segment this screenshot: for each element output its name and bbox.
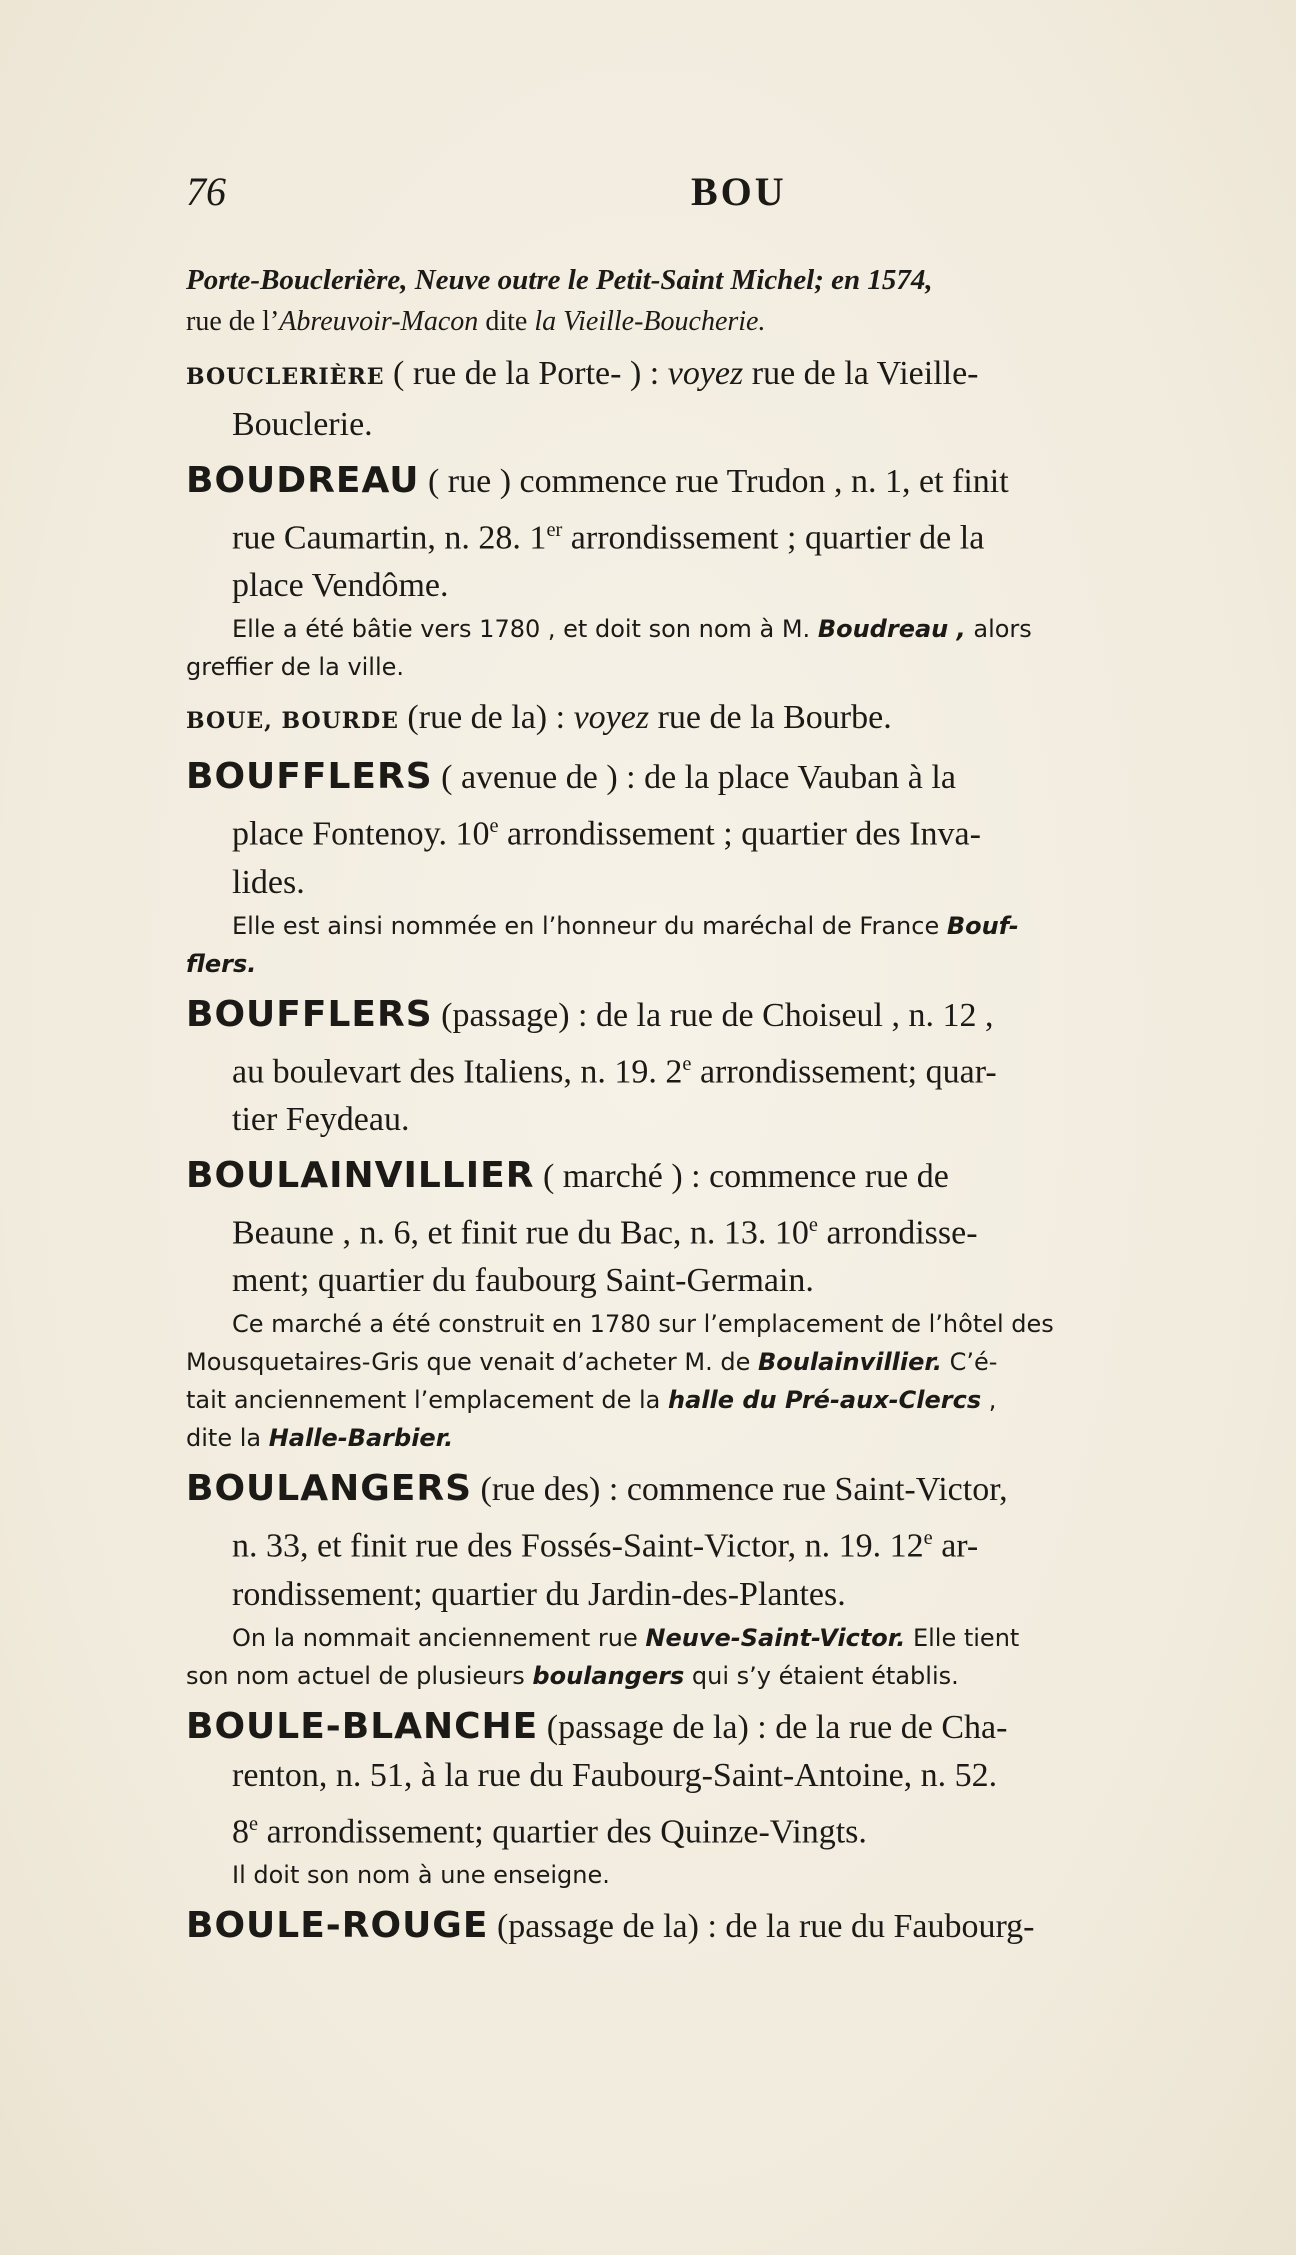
text-line: ment; quartier du faubourg Saint-Germain. [232, 1262, 814, 1300]
running-head: BOU [691, 169, 787, 214]
entry-note: Elle a été bâtie vers 1780 , et doit son nom à M. Boudreau , alors [232, 615, 1032, 644]
text-line: BOUFFLERS ( avenue de ) : de la place Vauban à la [186, 756, 956, 798]
entry-note: tait anciennement l’emplacement de la halle du Pré-aux-Clercs , [186, 1386, 997, 1415]
text-line: renton, n. 51, à la rue du Faubourg-Saint-Antoine, n. 52. [232, 1756, 998, 1794]
entry-heading: BOULANGERS [186, 1468, 472, 1510]
entry-bouclerière [186, 350, 1211, 449]
text-line: BOUE, BOURDE (rue de la) : voyez rue de la Bourbe. [186, 699, 892, 737]
entry-heading: BOULE-BLANCHE [186, 1705, 539, 1747]
entry-note: son nom actuel de plusieurs boulangers qui s’y étaient établis. [186, 1661, 959, 1690]
page-number: 76 [186, 169, 226, 214]
text-line: 8e arrondissement; quartier des Quinze-Vingts. [232, 1812, 867, 1850]
text-line: BOUCLERIÈRE ( rue de la Porte- ) : voyez rue de la Vieille- [186, 355, 979, 392]
entry-boudreau [186, 457, 1211, 686]
entry-heading: BOUDREAU [186, 460, 420, 501]
text-line: place Fontenoy. 10e arrondissement ; quartier des Inva- [232, 815, 981, 853]
text-line: au boulevart des Italiens, n. 19. 2e arrondissement; quar- [232, 1052, 997, 1090]
text-line: BOULAINVILLIER ( marché ) : commence rue de [186, 1154, 949, 1196]
entry-note: greffier de la ville. [186, 653, 405, 682]
entry-continuation [186, 258, 1211, 342]
entry-boufflers-avenue [186, 753, 1211, 982]
entry-heading: BOUCLERIÈRE [186, 364, 385, 390]
text-line: BOULE-BLANCHE (passage de la) : de la rue de Cha- [186, 1705, 1008, 1747]
text-line: rue Caumartin, n. 28. 1er arrondissement ; quartier de la [232, 519, 985, 557]
text-line: BOULE-ROUGE (passage de la) : de la rue du Faubourg- [186, 1904, 1035, 1946]
entry-heading: BOUFFLERS [186, 993, 433, 1035]
text-line: Porte-Bouclerière, Neuve outre le Petit-Saint Michel; en 1574, [186, 264, 933, 296]
entry-boue-bourde [186, 694, 1211, 745]
text-line: Bouclerie. [232, 406, 373, 443]
page-body [186, 258, 1211, 1959]
entry-heading: BOULE-ROUGE [186, 1904, 489, 1946]
text-line: lides. [232, 863, 305, 901]
text-line: BOUFFLERS (passage) : de la rue de Choiseul , n. 12 , [186, 993, 994, 1035]
text-line: tier Feydeau. [232, 1100, 410, 1138]
entry-note: flers. [186, 949, 257, 978]
text-line: Beaune , n. 6, et finit rue du Bac, n. 13. 10e arrondisse- [232, 1213, 978, 1252]
entry-note: On la nommait anciennement rue Neuve-Saint-Victor. Elle tient [232, 1623, 1020, 1652]
entry-boule-blanche [186, 1703, 1211, 1894]
entry-boulangers [186, 1465, 1211, 1694]
entry-note: dite la Halle-Barbier. [186, 1424, 454, 1453]
entry-note: Ce marché a été construit en 1780 sur l’emplacement de l’hôtel des [232, 1310, 1054, 1339]
text-line: BOULANGERS (rue des) : commence rue Saint-Victor, [186, 1468, 1008, 1510]
text-line: BOUDREAU ( rue ) commence rue Trudon , n. 1, et finit [186, 460, 1009, 501]
text-line: n. 33, et finit rue des Fossés-Saint-Victor, n. 19. 12e ar- [232, 1527, 979, 1565]
entry-heading: BOULAINVILLIER [186, 1154, 535, 1196]
entry-boule-rouge [186, 1902, 1211, 1951]
page-header [186, 168, 1216, 228]
text-line: rue de l’Abreuvoir-Macon dite la Vieille-Boucherie. [186, 306, 766, 337]
entry-note: Mousquetaires-Gris que venait d’acheter M. de Boulainvillier. C’é- [186, 1348, 998, 1377]
text-line: rondissement; quartier du Jardin-des-Plantes. [232, 1575, 846, 1613]
entry-boufflers-passage [186, 991, 1211, 1144]
entry-note: Elle est ainsi nommée en l’honneur du maréchal de France Bouf- [232, 911, 1019, 940]
entry-note: Il doit son nom à une enseigne. [232, 1860, 610, 1889]
entry-heading: BOUFFLERS [186, 756, 433, 798]
text-line: place Vendôme. [232, 567, 449, 605]
entry-heading: BOUE, BOURDE [186, 708, 399, 735]
entry-boulainvillier [186, 1152, 1211, 1457]
